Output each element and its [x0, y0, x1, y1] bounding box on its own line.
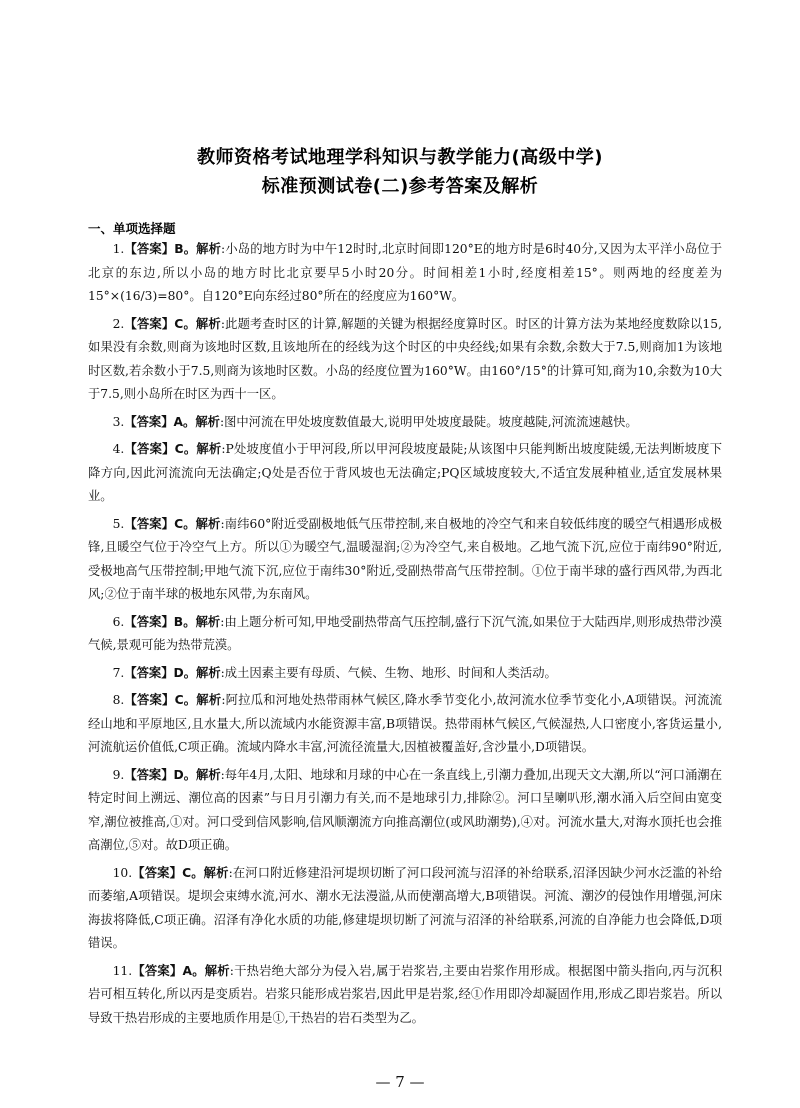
answer-item	[88, 689, 722, 760]
answer-explanation: :此题考查时区的计算,解题的关键为根据经度算时区。时区的计算方法为某地经度数除以15,如果没有余数,则商为该地时区数,且该地所在的经线为这个时区的中央经线;如果有余数,余数大于7.5,则商加1为该地时区数,若余数小于7.5,则商为该地时区数。小岛的经度位置为160°W。由160°/15°的计算可知,商为10,余数为10大于7.5,则小岛所在时区为西十一区。	[88, 316, 722, 401]
answer-number: 4.	[112, 442, 125, 456]
answer-explanation: :P处坡度值小于甲河段,所以甲河段坡度最陡;从该图中只能判断出坡度陡缓,无法判断坡度下降方向,因此河流流向无法确定;Q处是否位于背风坡也无法确定;PQ区域坡度较大,不适宜发展种植业,适宜发展林果业。	[88, 442, 722, 503]
answer-explanation: :成土因素主要有母质、气候、生物、地形、时间和人类活动。	[220, 665, 557, 680]
answer-label: 【答案】B。解析	[124, 614, 221, 629]
answer-explanation: :南纬60°附近受副极地低气压带控制,来自极地的冷空气和来自较低纬度的暖空气相遇形成极锋,且暖空气位于冷空气上方。所以①为暖空气,温暖湿润;②为冷空气,来自极地。乙地气流下沉,应位于南纬90°附近,受极地高气压带控制;甲地气流下沉,应位于南纬30°附近,受副热带高气压带控制。①位于南半球的盛行西风带,为西北风;②位于南半球的极地东风带,为东南风。	[88, 516, 722, 601]
answer-label: 【答案】C。解析	[124, 693, 222, 707]
answer-label: 【答案】C。解析	[124, 516, 221, 531]
page-number: — 7 —	[375, 1073, 425, 1091]
answer-number: 1.	[112, 242, 125, 256]
answer-label: 【答案】A。解析	[124, 414, 220, 429]
answer-item	[88, 611, 722, 658]
document-title-line2: 标准预测试卷(二)参考答案及解析	[261, 176, 539, 197]
answer-label: 【答案】B。解析	[124, 242, 222, 256]
answer-explanation: :图中河流在甲处坡度数值最大,说明甲处坡度最陡。坡度越陡,河流流速越快。	[219, 414, 638, 429]
answer-label: 【答案】C。解析	[124, 316, 221, 331]
answer-number: 3.	[112, 414, 125, 429]
answer-label: 【答案】D。解析	[124, 665, 221, 680]
answer-explanation: :在河口附近修建沿河堤坝切断了河口段河流与沼泽的补给联系,沼泽因缺少河水泛滥的补给而萎缩,A项错误。堤坝会束缚水流,河水、潮水无法漫溢,从而使潮高增大,B项错误。河流、潮汐的侵蚀作用增强,河床海拔将降低,C项正确。沼泽有净化水质的功能,修建堤坝切断了河流与沼泽的补给联系,河流的自净能力也会降低,D项错误。	[88, 865, 722, 950]
answer-explanation: :阿拉瓜和河地处热带雨林气候区,降水季节变化小,故河流水位季节变化小,A项错误。河流流经山地和平原地区,且水量大,所以流域内水能资源丰富,B项错误。热带雨林气候区,气候湿热,人口密度小,客货运量小,河流航运价值低,C项正确。流域内降水丰富,河流径流量大,因植被覆盖好,含沙量小,D项错误。	[88, 693, 722, 754]
answer-item	[88, 513, 722, 607]
answer-explanation: :由上题分析可知,甲地受副热带高气压控制,盛行下沉气流,如果位于大陆西岸,则形成热带沙漠气候,景观可能为热带荒漠。	[88, 614, 723, 652]
answer-item	[88, 862, 722, 956]
answer-list	[88, 238, 722, 1034]
answer-explanation: :小岛的地方时为中午12时时,北京时间即120°E的地方时是6时40分,又因为太平洋小岛位于北京的东边,所以小岛的地方时比北京要早5小时20分。时间相差1小时,经度相差15°。则两地的经度差为15°×(16/3)=80°。自120°E向东经过80°所在的经度应为160°W。	[88, 242, 722, 303]
document-title-line1: 教师资格考试地理学科知识与教学能力(高级中学)	[197, 147, 603, 168]
answer-label: 【答案】C。解析	[132, 865, 229, 880]
answer-number: 11.	[112, 963, 133, 978]
answer-item	[88, 960, 722, 1031]
answer-item	[88, 438, 722, 509]
answer-item	[88, 764, 722, 858]
answer-number: 10.	[112, 865, 133, 880]
answer-item	[88, 313, 722, 407]
answer-label: 【答案】D。解析	[124, 767, 221, 782]
answer-number: 8.	[112, 693, 125, 707]
answer-number: 5.	[112, 516, 125, 531]
answer-item	[88, 662, 722, 686]
section-heading: 一、单项选择题	[88, 221, 176, 236]
answer-item	[88, 411, 722, 435]
answer-item	[88, 238, 722, 309]
answer-label: 【答案】A。解析	[132, 963, 230, 978]
answer-number: 7.	[112, 665, 125, 680]
answer-explanation: :每年4月,太阳、地球和月球的中心在一条直线上,引潮力叠加,出现天文大潮,所以“河口涌潮在特定时间上溯远、潮位高的因素”与日月引潮力有关,而不是地球引力,排除②。河口呈喇叭形,潮水涌入后空间由宽变窄,潮位被推高,①对。河口受到信风影响,信风顺潮流方向推高潮位(或风助潮势),④对。河流水量大,对海水顶托也会推高潮位,⑤对。故D项正确。	[88, 767, 722, 852]
answer-explanation: :干热岩绝大部分为侵入岩,属于岩浆岩,主要由岩浆作用形成。根据图中箭头指向,丙与沉积岩可相互转化,所以丙是变质岩。岩浆只能形成岩浆岩,因此甲是岩浆,经①作用即冷却凝固作用,形成乙即岩浆岩。所以导致干热岩形成的主要地质作用是①,干热岩的岩石类型为乙。	[88, 963, 722, 1025]
answer-number: 9.	[112, 767, 125, 782]
answer-number: 6.	[112, 614, 125, 629]
answer-label: 【答案】C。解析	[124, 442, 222, 456]
answer-number: 2.	[112, 316, 125, 331]
